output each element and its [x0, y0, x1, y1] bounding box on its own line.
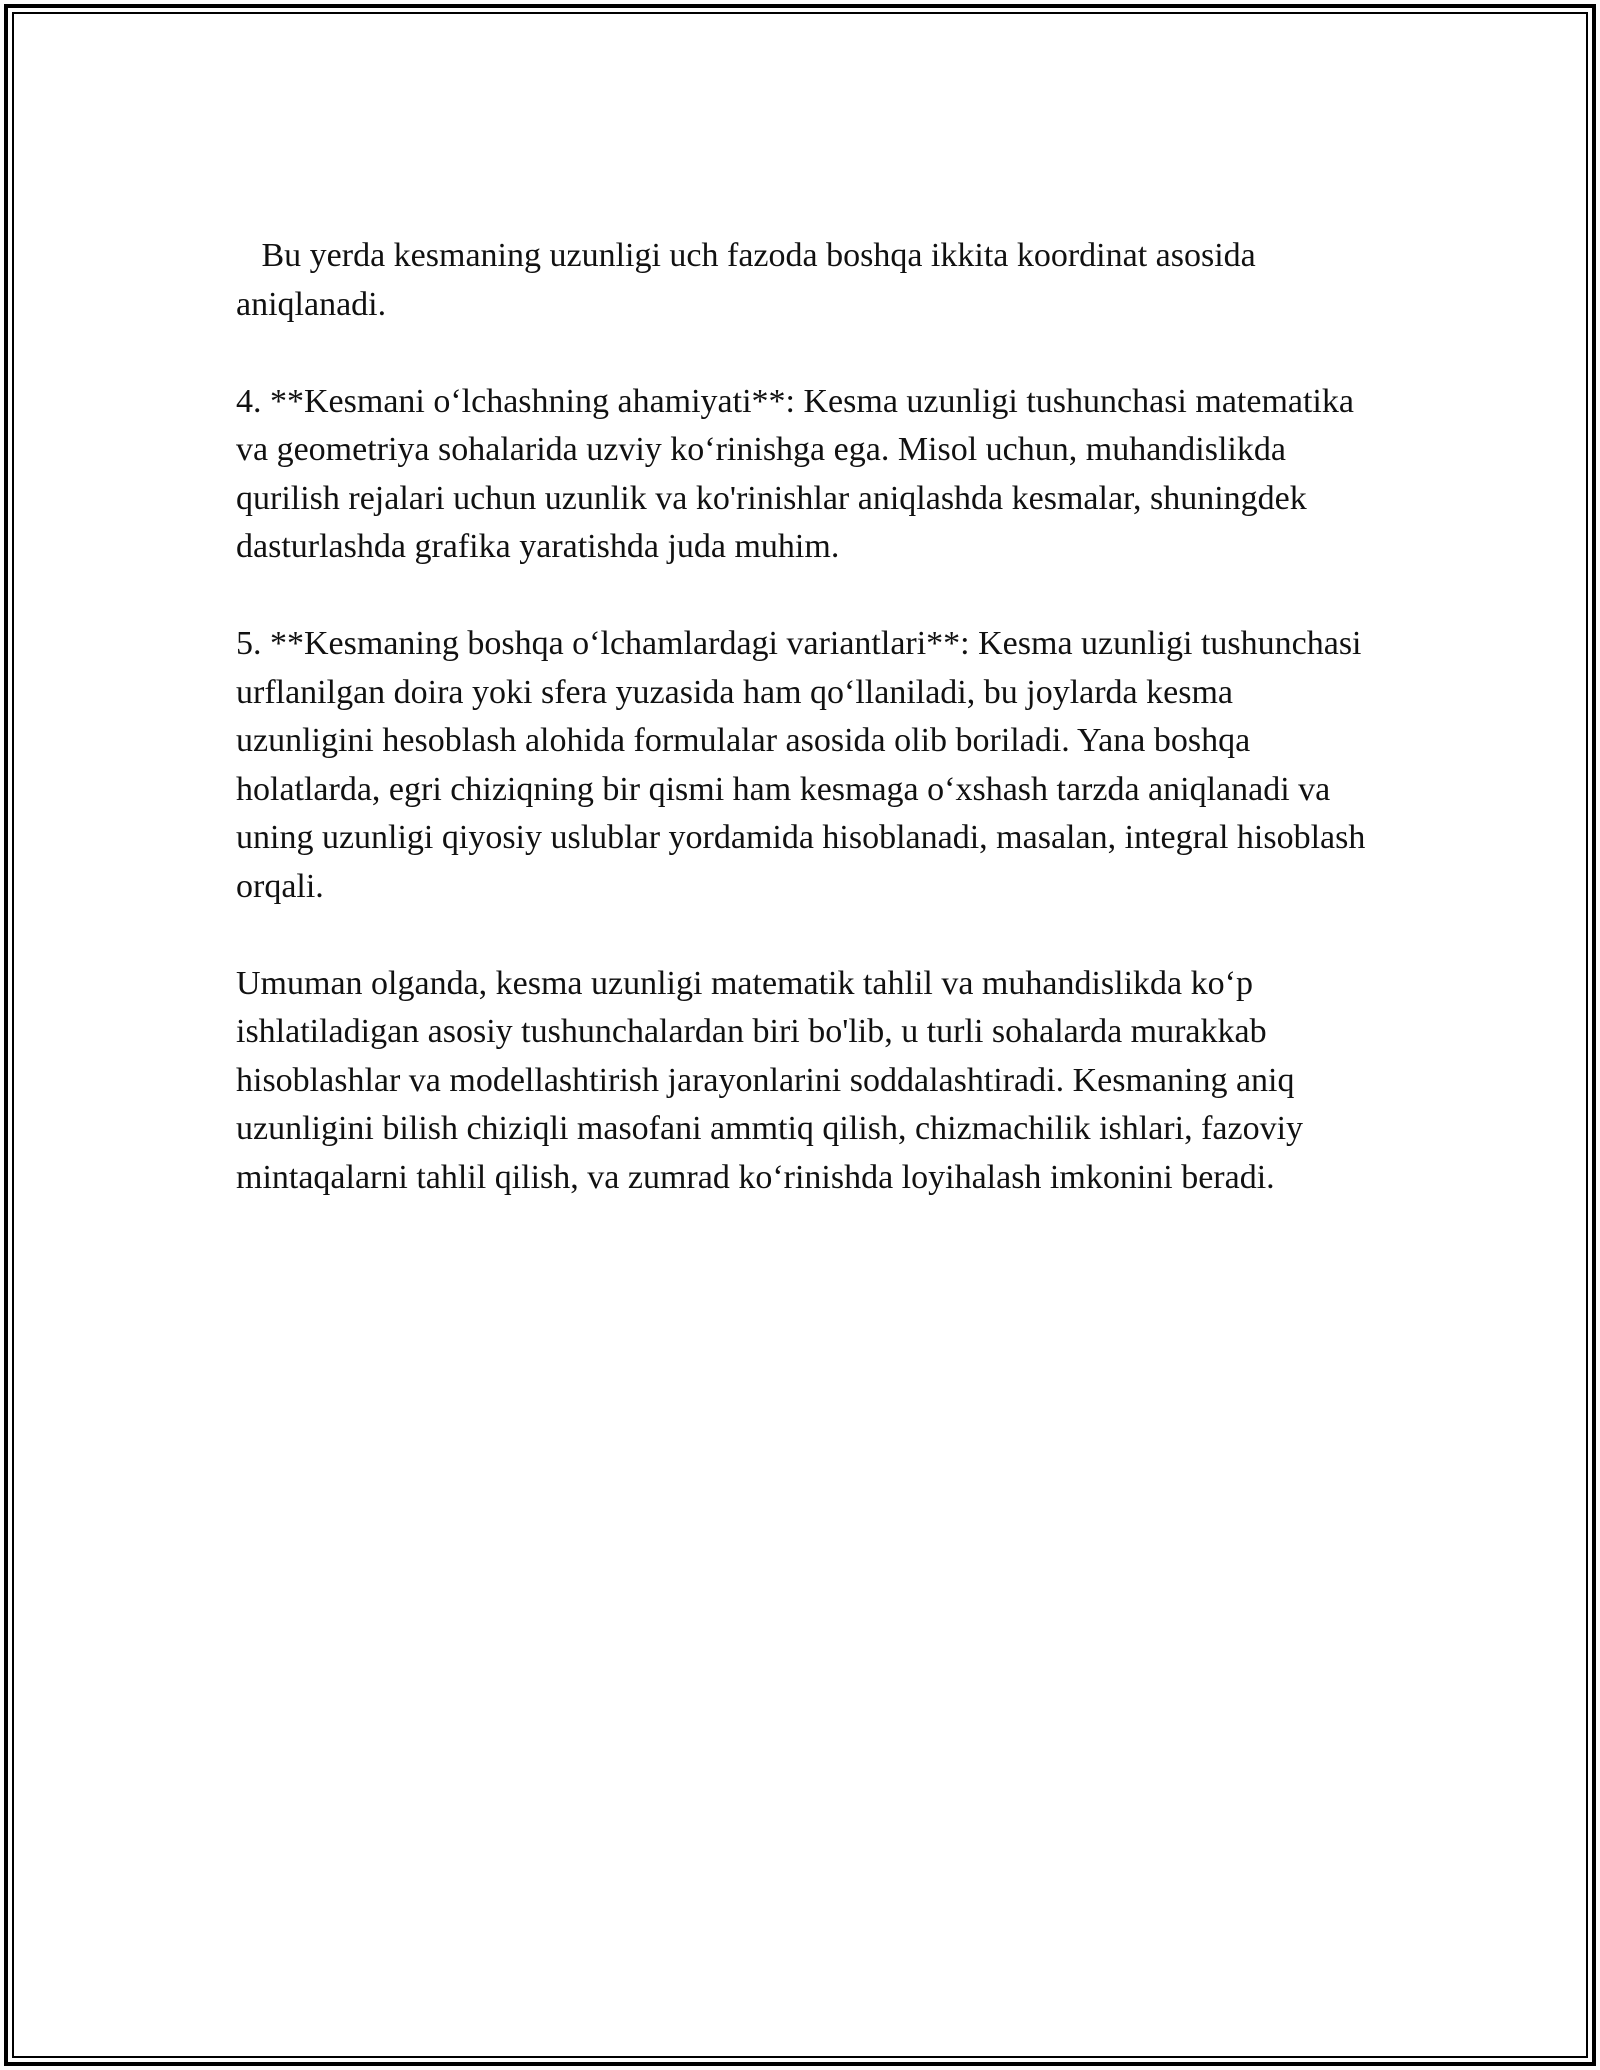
paragraph-intro: Bu yerda kesmaning uzunligi uch fazoda boshqa ikkita koordinat asosida aniqlanadi.: [236, 237, 1265, 323]
paragraph-section-5: 5. **Kesmaning boshqa o‘lchamlardagi variantlari**: Kesma uzunligi tushunchasi urflanilgan doira yoki sfera yuzasida ham qo‘llaniladi, bu joylarda kesma uzunligini hesoblash alohida formulalar asosida olib boriladi. Yana boshqa holatlarda, egri chiziqning bir qismi ham kesmaga o‘xshash tarzda aniqlanadi va uning uzunligi qiyosiy uslublar yordamida hisoblanadi, masalan, integral hisoblash orqali.: [236, 625, 1374, 905]
paragraph-conclusion: Umuman olganda, kesma uzunligi matematik tahlil va muhandislikda ko‘p ishlatiladigan asosiy tushunchalardan biri bo'lib, u turli sohalarda murakkab hisoblashlar va modellashtirish jarayonlarini soddalashtiradi. Kesmaning aniq uzunligini bilish chiziqli masofani ammtiq qilish, chizmachilik ishlari, fazoviy mintaqalarni tahlil qilish, va zumrad ko‘rinishda loyihalash imkonini beradi.: [236, 964, 1312, 1196]
paragraph-section-4: 4. **Kesmani o‘lchashning ahamiyati**: Kesma uzunligi tushunchasi matematika va geometriya sohalarida uzviy ko‘rinishga ega. Misol uchun, muhandislikda qurilish rejalari uchun uzunlik va ko'rinishlar aniqlashda kesmalar, shuningdek dasturlashda grafika yaratishda juda muhim.: [236, 382, 1363, 565]
document-body: [236, 232, 1376, 1251]
